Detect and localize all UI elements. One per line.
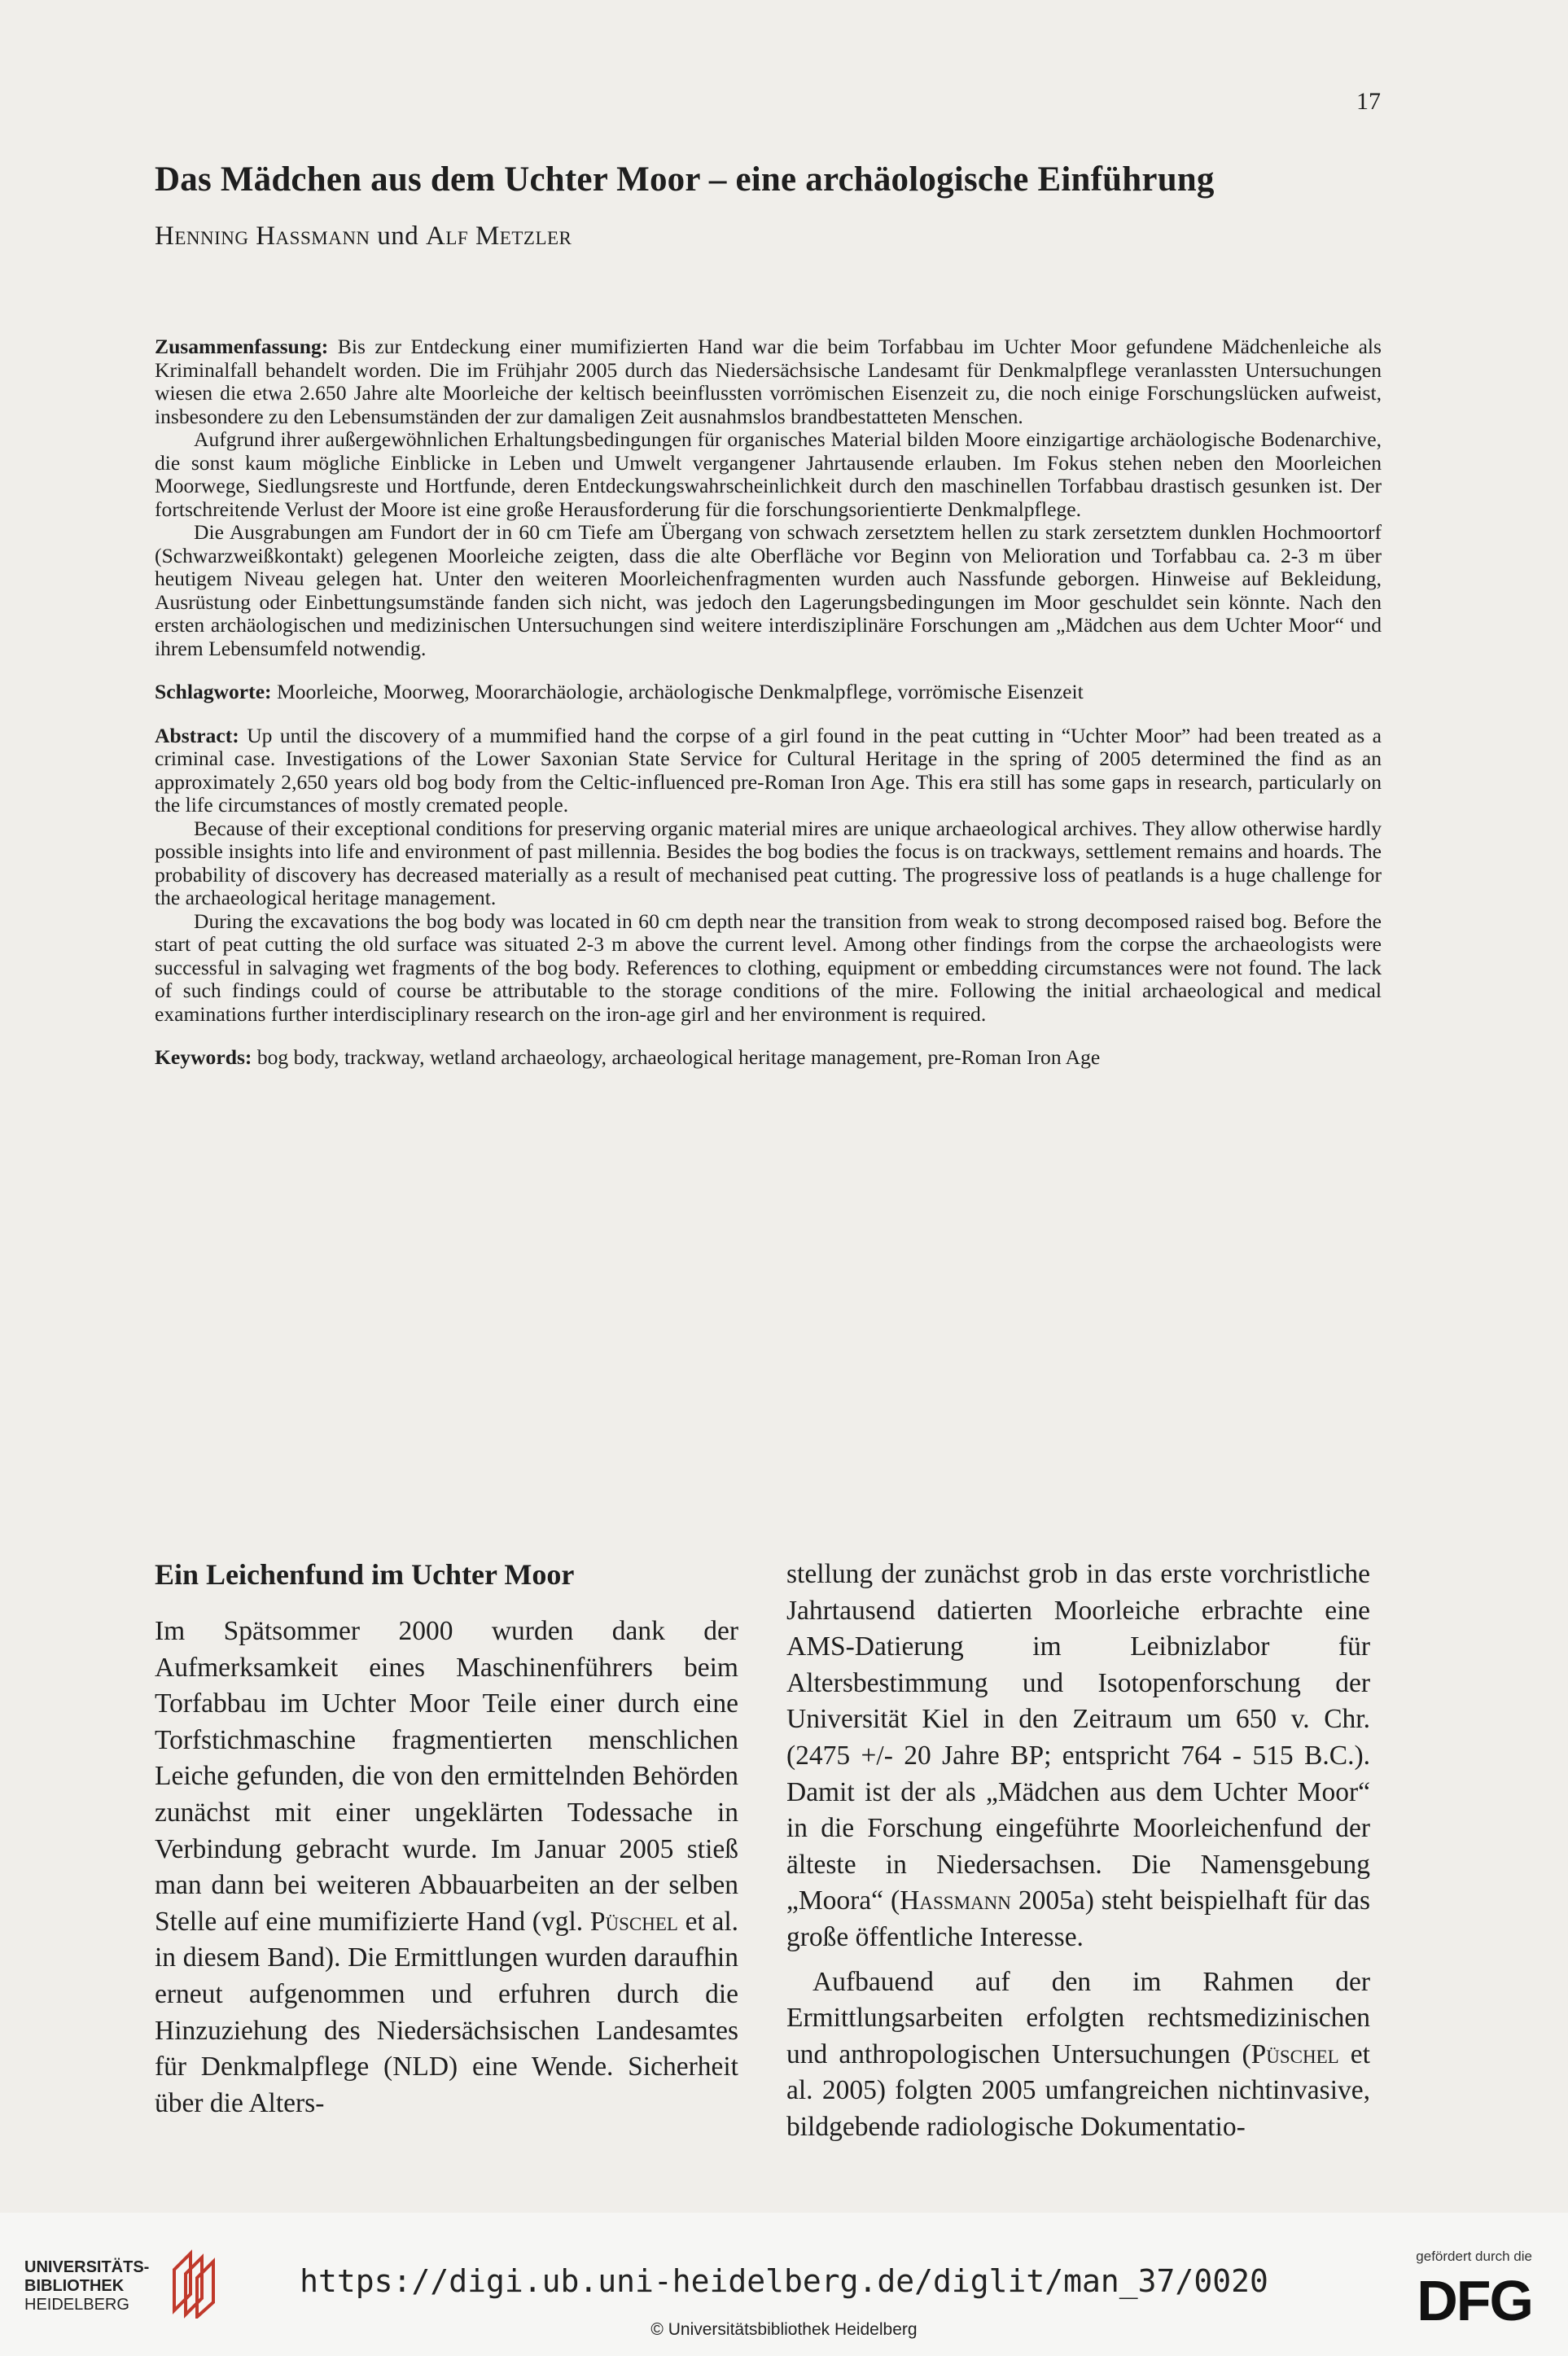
body-column-left [155, 1557, 738, 2122]
citation-author: Püschel [589, 1906, 678, 1937]
keywords-line [155, 1046, 1382, 1070]
keywords-english [155, 1046, 1382, 1070]
body-text: 2005a) steht beispielhaft für das große öffentliche Interesse. [786, 1885, 1370, 1952]
summary-german [155, 335, 1382, 660]
body-text: Im Spätsommer 2000 wurden dank der Aufmerksamkeit eines Maschinenführers beim Torfabbau im Uchter Moor Teile einer durch eine Torfstichmaschine fragmentierten menschlichen Leiche gefunden, die von den ermittelnden Behörden zunächst mit einer ungeklärten Todessache in Verbindung gebracht wurde. Im Januar 2005 stieß man dann bei weiteren Abbauarbeiten an der selben Stelle auf eine mumifizierte Hand (vgl. [155, 1616, 738, 1937]
section-heading: Ein Leichenfund im Uchter Moor [155, 1558, 575, 1591]
library-logo-text: UNIVERSITÄTS- [24, 2258, 150, 2276]
article-authors [155, 221, 572, 252]
keywords-label: Schlagworte: [155, 680, 272, 703]
keywords-german [155, 681, 1382, 704]
page-number: 17 [1356, 88, 1381, 115]
digitization-footer [0, 2213, 1568, 2356]
citation-author: Hassmann [900, 1885, 1011, 1916]
keywords-text: Moorleiche, Moorweg, Moorarchäologie, archäologische Denkmalpflege, vorrömische Eisenzeit [276, 680, 1084, 703]
summary-paragraph: Die Ausgrabungen am Fundort der in 60 cm Tiefe am Übergang von schwach zersetztem hellen zu stark zersetztem dunklen Hochmoortorf (Schwarzweißkontakt) gelegenen Moorleiche zeigten, dass die alte Oberfläche vor Beginn von Melioration und Torfabbau ca. 2-3 m über heutigem Niveau gelegen hat. Unter den weiteren Moorleichenfragmenten wurden auch Nassfunde geborgen. Hinweise auf Bekleidung, Ausrüstung oder Einbettungsumstände fanden sich nicht, was jedoch den Lagerungsbedingungen im Moor geschuldet sein könnte. Nach den ersten archäologischen und medizinischen Untersuchungen sind weitere interdisziplinäre Forschungen am „Mädchen aus dem Uchter Moor“ und ihrem Lebensumfeld notwendig. [155, 520, 1382, 660]
summary-paragraph [155, 335, 1382, 428]
keywords-line [155, 681, 1382, 704]
body-text: et al. in diesem Band). Die Ermittlungen wurden daraufhin erneut aufgenommen und erfuhren durch die Hinzuziehung des Niedersächsischen Landesamtes für Denkmalpflege (NLD) eine Wende. Sicherheit über die Alters- [155, 1906, 739, 2118]
citation-author: Püschel [1250, 2039, 1339, 2069]
abstract-text: Up until the discovery of a mummified hand the corpse of a girl found in the peat cutting in “Uchter Moor” had been treated as a criminal case. Investigations of the Lower Saxonian State Service for Cultural Heritage in the spring of 2005 determined the find as an approximately 2,650 years old bog body from the Celtic-influenced pre-Roman Iron Age. This era still has some gaps in research, particularly on the life circumstances of mostly cremated people. [155, 723, 1382, 817]
abstract-paragraph [155, 725, 1382, 817]
abstracts-section [155, 335, 1382, 1090]
abstract-paragraph: Because of their exceptional conditions for preserving organic material mires are unique archaeological archives. They allow otherwise hardly possible insights into life and environment of past millennia. Besides the bog bodies the focus is on trackways, settlement remains and hoards. The probability of discovery has decreased materially as a result of mechanised peat cutting. The progressive loss of peatlands is a huge challenge for the archaeological heritage management. [155, 816, 1382, 909]
summary-text: Bis zur Entdeckung einer mumifizierten Hand war die beim Torfabbau im Uchter Moor gefundene Mädchenleiche als Kriminalfall behandelt worden. Die im Frühjahr 2005 durch das Niedersächsische Landesamt für Denkmalpflege veranlassten Untersuchungen wiesen die etwa 2.650 Jahre alte Moorleiche der keltisch beeinflussten vorrömischen Eisenzeit zu, die noch einige Forschungslücken aufweist, insbesondere zu den Lebensumständen der zur damaligen Zeit ausnahmslos brandbestatteten Menschen. [155, 335, 1382, 428]
article-title: Das Mädchen aus dem Uchter Moor – eine archäologische Einführung [155, 160, 1215, 199]
abstract-label: Abstract: [155, 723, 239, 747]
library-logo-text: BIBLIOTHEK [24, 2277, 125, 2295]
funding-note: gefördert durch die [1416, 2249, 1532, 2264]
body-paragraph [786, 1964, 1370, 2146]
body-text: et al. 2005) folgten 2005 umfangreichen nichtinvasive, bildgebende radiologische Dokumentatio- [786, 2039, 1370, 2142]
author-name: Alf Metzler [426, 221, 572, 251]
author-name: Henning Hassmann [155, 221, 370, 251]
body-column-right [786, 1557, 1370, 2146]
abstract-english [155, 725, 1382, 1027]
author-conjunction: und [377, 221, 419, 251]
library-logo-text: HEIDELBERG [24, 2296, 129, 2314]
dfg-logo: DFG [1417, 2269, 1532, 2332]
copyright-notice: © Universitätsbibliothek Heidelberg [650, 2320, 918, 2339]
summary-label: Zusammenfassung: [155, 335, 329, 358]
abstract-paragraph: During the excavations the bog body was located in 60 cm depth near the transition from weak to strong decomposed raised bog. Before the start of peat cutting the old surface was situated 2-3 m above the current level. Among other findings from the corpse the archaeologists were successful in salvaging wet fragments of the bog body. References to clothing, equipment or embedding circumstances were not found. The lack of such findings could of course be attributable to the storage conditions of the mire. Following the initial archaeological and medical examinations further interdisciplinary research on the iron-age girl and her environment is required. [155, 909, 1382, 1026]
keywords-label: Keywords: [155, 1045, 252, 1069]
body-text: stellung der zunächst grob in das erste vorchristliche Jahrtausend datierten Moorleiche erbrachte eine AMS-Datierung im Leibnizlabor für Altersbestimmung und Isotopenforschung der Universität Kiel in den Zeitraum um 650 v. Chr. (2475 +/- 20 Jahre BP; entspricht 764 - 515 B.C.). Damit ist der als „Mädchen aus dem Uchter Moor“ in die Forschung eingeführte Moorleichenfund der älteste in Niedersachsen. Die Namensgebung „Moora“ ( [786, 1559, 1370, 1916]
body-paragraph [155, 1614, 738, 2122]
body-text: Aufbauend auf den im Rahmen der Ermittlungsarbeiten erfolgten rechtsmedizinischen und anthropologischen Untersuchungen ( [786, 1966, 1370, 2069]
keywords-text: bog body, trackway, wetland archaeology, archaeological heritage management, pre-Roman Iron Age [256, 1045, 1101, 1069]
body-paragraph [786, 1557, 1370, 1956]
permalink[interactable]: https://digi.ub.uni-heidelberg.de/diglit/man_37/0020 [300, 2263, 1268, 2299]
summary-paragraph: Aufgrund ihrer außergewöhnlichen Erhaltungsbedingungen für organisches Material bilden Moore einzigartige archäologische Bodenarchive, die sonst kaum mögliche Einblicke in Leben und Umwelt vergangener Jahrtausende erlauben. Im Fokus stehen neben den Moorleichen Moorwege, Siedlungsreste und Hortfunde, deren Entdeckungswahrscheinlichkeit durch den maschinellen Torfabbau drastisch gesunken ist. Der fortschreitende Verlust der Moore ist eine große Herausforderung für die forschungsorientierte Denkmalpflege. [155, 427, 1382, 521]
